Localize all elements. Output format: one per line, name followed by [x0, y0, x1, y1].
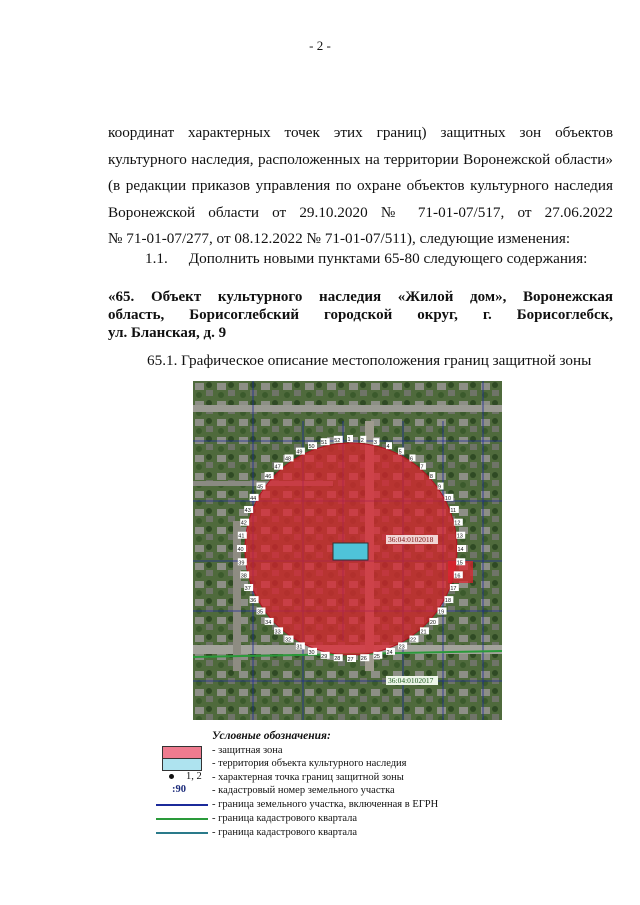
point-label: 4	[386, 444, 390, 451]
zone-swatch-icon	[160, 744, 206, 757]
point-label: 20	[429, 619, 436, 626]
intro-line: культурного наследия, расположенных на территории Воронежской области»	[108, 150, 613, 168]
point-label: 19	[438, 609, 445, 616]
point-label: 52	[334, 437, 341, 444]
point-label: 18	[444, 598, 452, 605]
intro-line: (в редакции приказов управления по охране объектов культурного наследия	[108, 177, 613, 194]
intro-line: координат характерных точек этих границ) защитных зон объектов	[108, 124, 613, 141]
point-label: 29	[321, 653, 328, 660]
point-label: 30	[308, 649, 315, 656]
point-label: 48	[285, 456, 292, 463]
point-label: 25	[373, 653, 380, 660]
green-line-icon	[160, 812, 206, 825]
item-number: 1.1.	[145, 250, 168, 267]
page-number: - 2 -	[309, 38, 331, 53]
point-label: 10	[444, 495, 452, 502]
point-label: 45	[256, 484, 264, 491]
heritage-object-territory	[333, 543, 368, 560]
point-label: 7	[420, 464, 424, 471]
point-label: 13	[456, 533, 463, 540]
point-label: 6	[409, 456, 414, 463]
point-label: 51	[321, 440, 328, 447]
item-text: Дополнить новыми пунктами 65-80 следующего содержания:	[188, 250, 588, 267]
point-label: 31	[296, 644, 303, 651]
cadastral-number-icon: :90	[172, 784, 186, 795]
point-label: 40	[237, 547, 244, 553]
point-label: 23	[398, 644, 405, 651]
point-label: 37	[244, 586, 251, 593]
teal-line-icon	[160, 826, 206, 839]
point-label: 12	[454, 520, 461, 527]
street	[233, 521, 241, 671]
object-heading-line: ул. Бланская, д. 9	[108, 325, 227, 341]
blue-line-icon	[160, 798, 206, 811]
object-heading-line: «65. Объект культурного наследия «Жилой дом», Воронежская	[108, 289, 613, 305]
point-label: 46	[265, 474, 272, 481]
point-label: 17	[450, 586, 457, 593]
point-label: 39	[238, 560, 245, 567]
point-label: 15	[456, 560, 463, 567]
point-label: 27	[347, 657, 354, 663]
object-heading-line: область, Борисоглебский городской округ, г. Борисоглебск,	[108, 307, 613, 323]
point-label: 3	[373, 440, 377, 447]
point-label: 26	[360, 656, 367, 663]
cadastral-label: 36:04:0102018	[388, 535, 434, 544]
point-label: 43	[244, 507, 251, 514]
point-label: 24	[386, 649, 393, 656]
point-label: 50	[308, 444, 315, 451]
protection-zone-map	[193, 381, 502, 720]
point-label: 36	[250, 598, 257, 605]
point-label: 49	[296, 449, 303, 456]
point-label: 42	[240, 520, 247, 527]
point-label: 16	[454, 573, 461, 580]
point-label: 1	[347, 437, 351, 443]
point-label: 11	[450, 507, 457, 514]
point-label: 22	[409, 637, 417, 644]
point-label: 47	[274, 464, 281, 471]
street	[193, 405, 502, 412]
point-label: 5	[398, 449, 402, 456]
point-label: 32	[285, 637, 292, 644]
point-label: 33	[274, 629, 281, 636]
point-label: 2	[360, 437, 364, 444]
point-label: 35	[256, 609, 264, 616]
point-label: 9	[438, 484, 442, 491]
legend-title: Условные обозначения:	[212, 730, 331, 742]
object-swatch-icon	[160, 757, 206, 770]
point-dot-icon: 1, 2	[160, 771, 206, 784]
point-label: 28	[334, 656, 341, 663]
cadastral-label: 36:04:0102017	[388, 676, 434, 685]
section-subheading: 65.1. Графическое описание местоположения границ защитной зоны	[147, 352, 592, 369]
point-label: 34	[265, 619, 272, 626]
intro-line: Воронежской области от 29.10.2020 № 71-01-07/517, от 27.06.2022	[108, 203, 613, 221]
point-label: 38	[240, 573, 247, 580]
point-label: 44	[250, 495, 257, 502]
point-label: 21	[420, 629, 427, 636]
intro-paragraph	[108, 120, 613, 253]
point-label: 41	[238, 533, 245, 540]
point-label: 14	[457, 547, 464, 553]
list-item-1-1	[145, 250, 587, 268]
object-heading	[108, 288, 613, 342]
intro-line: № 71-01-07/277, от 08.12.2022 № 71-01-07/511), следующие изменения:	[108, 230, 571, 247]
point-label: 8	[429, 474, 433, 481]
